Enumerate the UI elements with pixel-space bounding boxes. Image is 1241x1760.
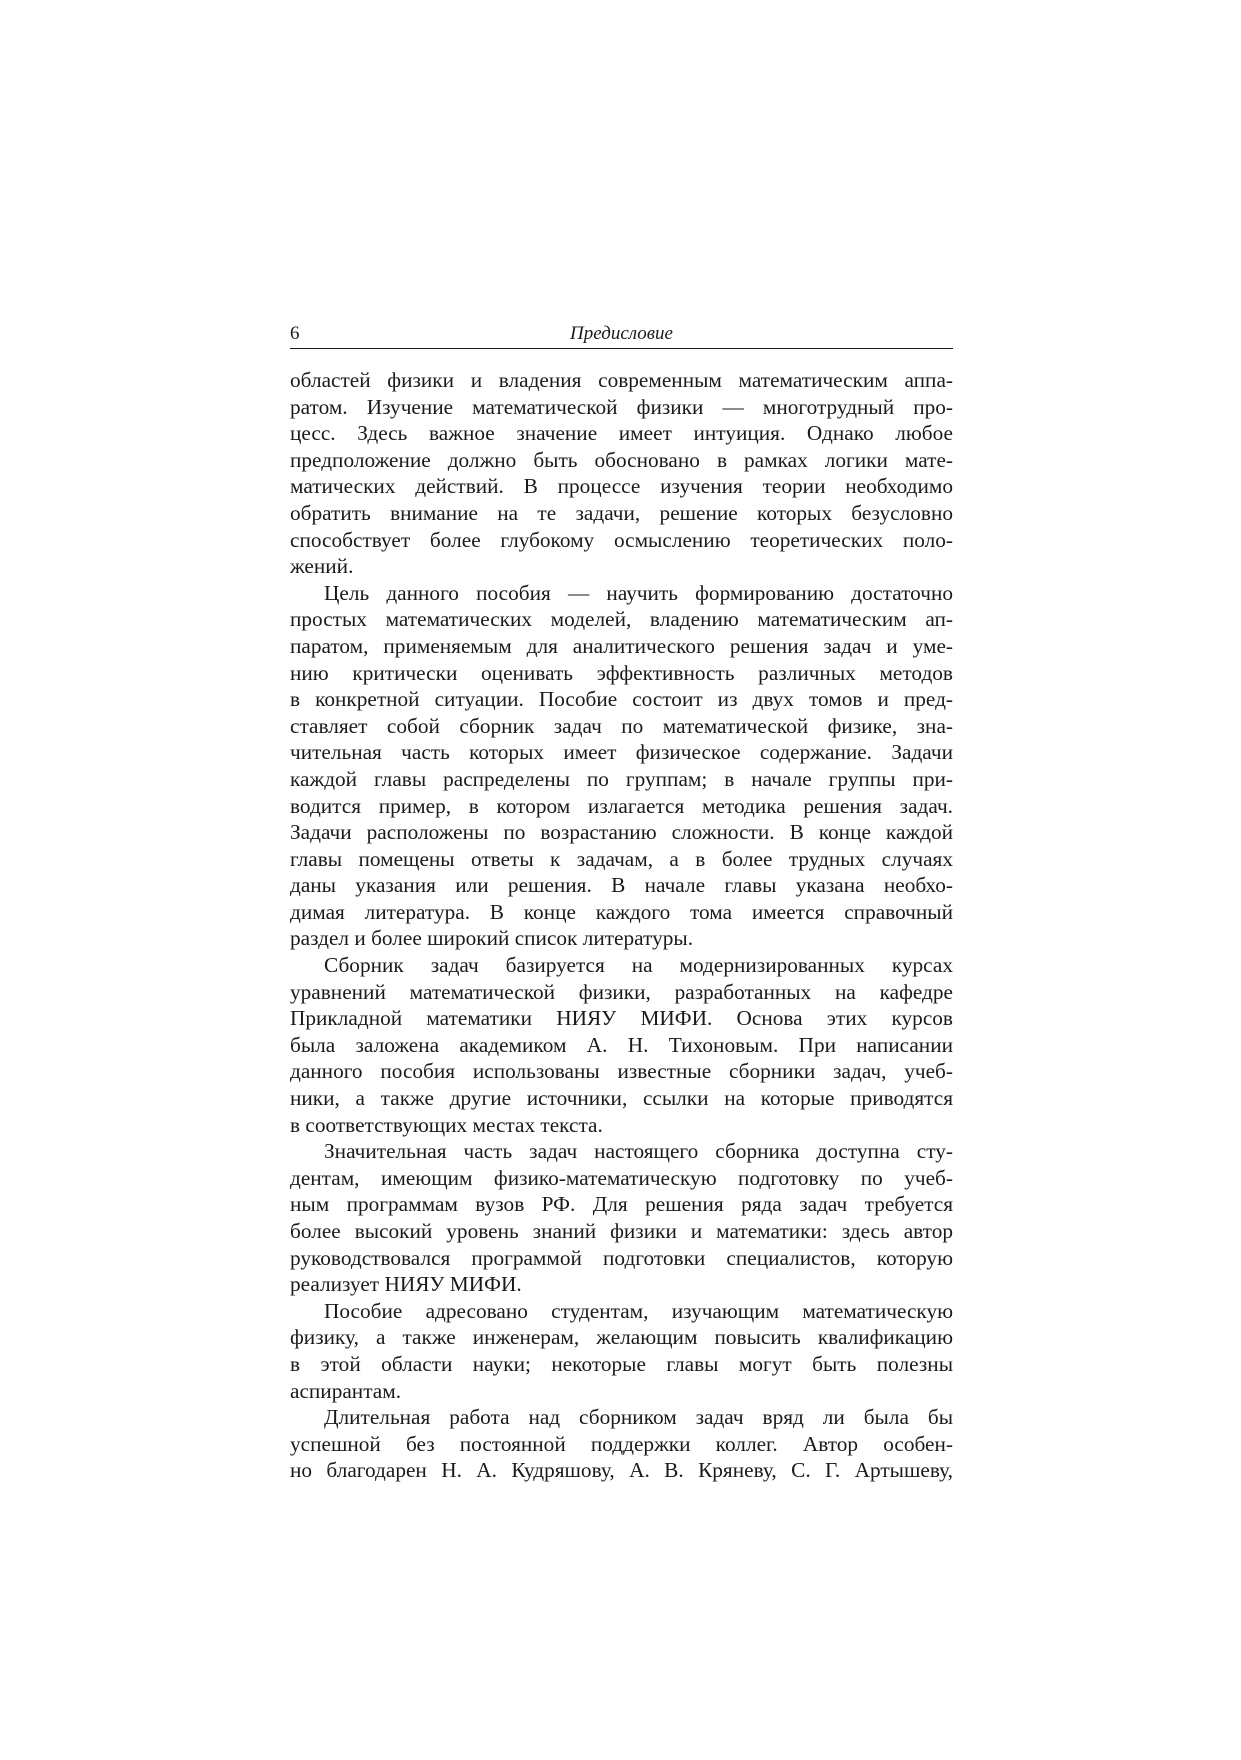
- text-line: успешной без постоянной поддержки коллег. Автор особен-: [290, 1431, 953, 1456]
- paragraph: [290, 1138, 953, 1298]
- text-line: цесс. Здесь важное значение имеет интуиция. Однако любое: [290, 421, 953, 446]
- text-line: Значительная часть задач настоящего сборника доступна сту-: [324, 1139, 953, 1164]
- paragraph: [290, 1298, 953, 1404]
- text-line: Задачи расположены по возрастанию сложности. В конце каждой: [290, 820, 953, 845]
- text-line: матических действий. В процессе изучения теории необходимо: [290, 474, 953, 499]
- text-line: более высокий уровень знаний физики и математики: здесь автор: [290, 1219, 953, 1243]
- text-line: простых математических моделей, владению математическим ап-: [290, 607, 953, 632]
- text-line: дентам, имеющим физико-математическую подготовку по учеб-: [290, 1165, 953, 1190]
- paragraph: [290, 367, 953, 580]
- text-line: ники, а также другие источники, ссылки на которые приводятся: [290, 1086, 953, 1111]
- page-number: 6: [290, 323, 300, 344]
- text-line: ным программам вузов РФ. Для решения ряда задач требуется: [290, 1192, 953, 1217]
- text-line: Длительная работа над сборником задач вряд ли была бы: [324, 1405, 953, 1430]
- text-line: паратом, применяемым для аналитического решения задач и уме-: [290, 633, 953, 658]
- text-line: ратом. Изучение математической физики — многотрудный про-: [290, 394, 953, 419]
- text-line: Цель данного пособия — научить формированию достаточно: [324, 580, 953, 605]
- text-line: областей физики и владения современным математическим аппа-: [290, 368, 953, 392]
- text-line: Прикладной математики НИЯУ МИФИ. Основа этих курсов: [290, 1006, 953, 1031]
- text-line: способствует более глубокому осмыслению теоретических поло-: [290, 527, 953, 552]
- text-line: в соответствующих местах текста.: [290, 1112, 603, 1137]
- running-head: [290, 322, 953, 349]
- text-line: была заложена академиком А. Н. Тихоновым. При написании: [290, 1032, 953, 1057]
- text-line: обратить внимание на те задачи, решение которых безусловно: [290, 500, 953, 525]
- text-line: чительная часть которых имеет физическое содержание. Задачи: [290, 740, 953, 765]
- text-line: каждой главы распределены по группам; в начале группы при-: [290, 766, 953, 791]
- text-line: физику, а также инженерам, желающим повысить квалификацию: [290, 1325, 953, 1350]
- text-line: димая литература. В конце каждого тома имеется справочный: [290, 899, 953, 924]
- text-line: уравнений математической физики, разработанных на кафедре: [290, 979, 953, 1004]
- text-line: аспирантам.: [290, 1378, 402, 1403]
- text-line: реализует НИЯУ МИФИ.: [290, 1272, 522, 1297]
- text-line: но благодарен Н. А. Кудряшову, А. В. Кряневу, С. Г. Артышеву,: [290, 1458, 953, 1483]
- text-line: Пособие адресовано студентам, изучающим математическую: [324, 1298, 953, 1323]
- text-line: в конкретной ситуации. Пособие состоит из двух томов и пред-: [290, 687, 953, 712]
- text-line: нию критически оценивать эффективность различных методов: [290, 660, 953, 685]
- chapter-title: Предисловие: [570, 323, 673, 344]
- text-line: водится пример, в котором излагается методика решения задач.: [290, 793, 953, 818]
- text-line: даны указания или решения. В начале главы указана необхо-: [290, 873, 953, 898]
- text-line: Сборник задач базируется на модернизированных курсах: [324, 953, 953, 978]
- text-line: руководствовался программой подготовки специалистов, которую: [290, 1245, 953, 1270]
- body-text: [290, 367, 953, 1484]
- text-line: главы помещены ответы к задачам, а в более трудных случаях: [290, 846, 953, 871]
- text-line: жений.: [290, 554, 354, 579]
- text-line: раздел и более широкий список литературы.: [290, 926, 694, 951]
- text-line: ставляет собой сборник задач по математической физике, зна-: [290, 713, 953, 738]
- paragraph: [290, 1404, 953, 1484]
- paragraph: [290, 580, 953, 952]
- paragraph: [290, 952, 953, 1138]
- text-line: в этой области науки; некоторые главы могут быть полезны: [290, 1351, 953, 1376]
- text-line: данного пособия использованы известные сборники задач, учеб-: [290, 1059, 953, 1084]
- text-line: предположение должно быть обосновано в рамках логики мате-: [290, 447, 953, 472]
